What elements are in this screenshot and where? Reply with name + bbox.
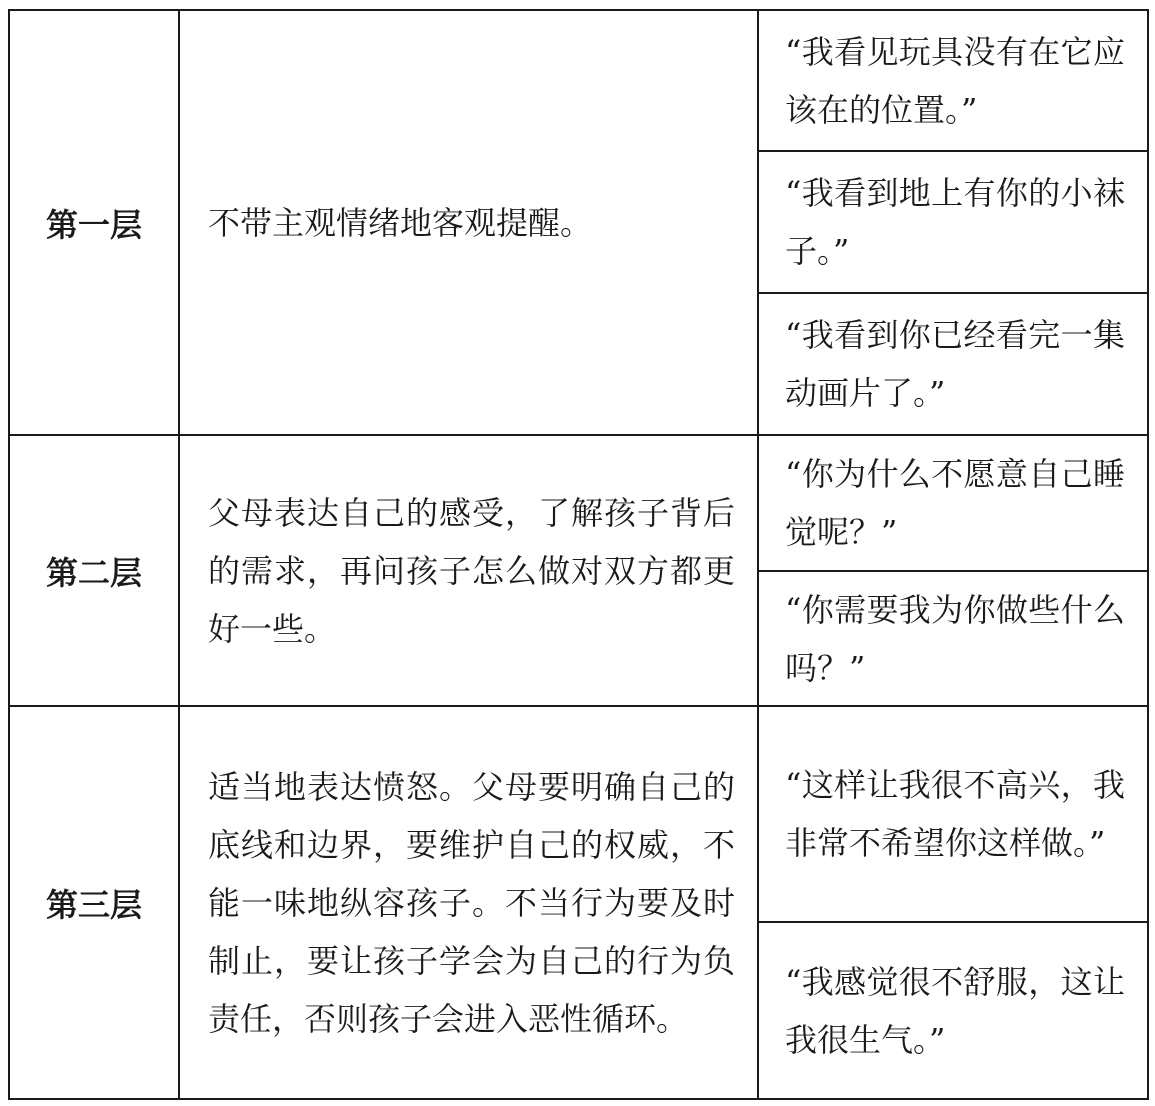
level-description: 适当地表达愤怒。父母要明确自己的底线和边界，要维护自己的权威，不能一味地纵容孩子。不当行为要及时制止，要让孩子学会为自己的行为负责任，否则孩子会进入恶性循环。 (179, 706, 758, 1099)
level-label: 第二层 (9, 435, 179, 706)
example-cell: “你为什么不愿意自己睡觉呢？” (758, 435, 1148, 571)
level-label: 第三层 (9, 706, 179, 1099)
levels-table (8, 9, 1149, 1100)
table-row (9, 10, 1148, 151)
level-description: 不带主观情绪地客观提醒。 (179, 10, 758, 435)
example-cell: “我看到你已经看完一集动画片了。” (758, 293, 1148, 435)
level-label: 第一层 (9, 10, 179, 435)
example-cell: “我看见玩具没有在它应该在的位置。” (758, 10, 1148, 151)
example-cell: “我感觉很不舒服，这让我很生气。” (758, 922, 1148, 1099)
example-cell: “你需要我为你做些什么吗？” (758, 571, 1148, 706)
example-cell: “我看到地上有你的小袜子。” (758, 151, 1148, 293)
example-cell: “这样让我很不高兴，我非常不希望你这样做。” (758, 706, 1148, 922)
table-row (9, 706, 1148, 922)
table-row (9, 435, 1148, 571)
level-description: 父母表达自己的感受，了解孩子背后的需求，再问孩子怎么做对双方都更好一些。 (179, 435, 758, 706)
